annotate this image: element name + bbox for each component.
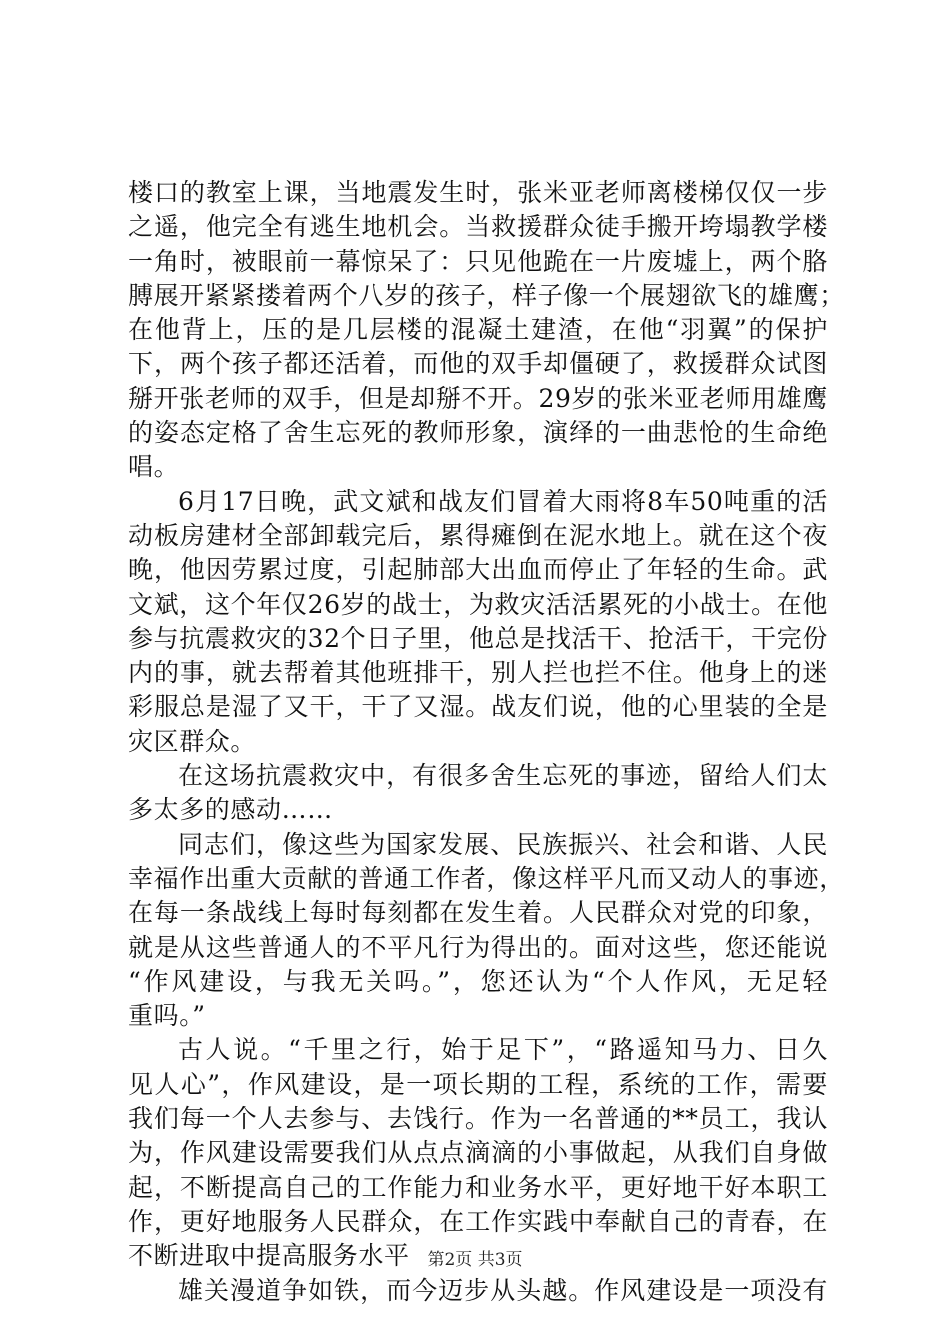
text-line: 一角时，被眼前一幕惊呆了：只见他跪在一片废墟上，两个胳 — [128, 246, 828, 276]
text-line: 多太多的感动…… — [128, 795, 333, 825]
body-text — [128, 176, 845, 1308]
paragraph-start-line: 在这场抗震救灾中，有很多舍生忘死的事迹，留给人们太 — [178, 761, 828, 791]
text-line: 在每一条战线上每时每刻都在发生着。人民群众对党的印象， — [128, 898, 828, 928]
text-line: 灾区群众。 — [128, 726, 257, 756]
text-line: 彩服总是湿了又干，干了又湿。战友们说，他的心里装的全是 — [128, 692, 828, 722]
text-line: 在他背上，压的是几层楼的混凝土建渣，在他“羽翼”的保护 — [128, 315, 828, 345]
text-line: “作风建设，与我无关吗。”，您还认为“个人作风，无足轻 — [128, 966, 828, 996]
text-line: 唱。 — [128, 452, 180, 482]
page-number-footer: 第2页 共3页 — [427, 1250, 523, 1270]
text-line: 内的事，就去帮着其他班排干，别人拦也拦不住。他身上的迷 — [128, 658, 828, 688]
text-line: 幸福作出重大贡献的普通工作者，像这样平凡而又动人的事迹， — [128, 863, 845, 893]
text-line: 楼口的教室上课，当地震发生时，张米亚老师离楼梯仅仅一步 — [128, 178, 828, 207]
text-line: 见人心”，作风建设，是一项长期的工程，系统的工作，需要 — [128, 1069, 828, 1099]
text-line: 起，不断提高自己的工作能力和业务水平，更好地干好本职工 — [128, 1172, 828, 1202]
text-line: 膊展开紧紧搂着两个八岁的孩子，样子像一个展翅欲飞的雄鹰； — [128, 280, 845, 310]
text-line: 掰开张老师的双手，但是却掰不开。29岁的张米亚老师用雄鹰 — [128, 383, 828, 413]
text-line: 动板房建材全部卸载完后，累得瘫倒在泥水地上。就在这个夜 — [128, 520, 828, 550]
text-line: 为，作风建设需要我们从点点滴滴的小事做起，从我们自身做 — [128, 1138, 828, 1168]
text-line: 下，两个孩子都还活着，而他的双手却僵硬了，救援群众试图 — [128, 349, 828, 379]
text-line: 就是从这些普通人的不平凡行为得出的。面对这些，您还能说 — [128, 932, 828, 962]
text-line: 作，更好地服务人民群众，在工作实践中奉献自己的青春，在 — [128, 1206, 828, 1236]
text-line: 不断进取中提高服务水平 — [128, 1241, 410, 1271]
paragraph-start-line: 雄关漫道争如铁，而今迈步从头越。作风建设是一项没有 — [178, 1275, 828, 1305]
text-line: 我们每一个人去参与、去饯行。作为一名普通的**员工，我认 — [128, 1104, 828, 1134]
text-line: 的姿态定格了舍生忘死的教师形象，演绎的一曲悲怆的生命绝 — [128, 418, 828, 448]
paragraph-start-line: 6月17日晚，武文斌和战友们冒着大雨将8车50吨重的活 — [178, 486, 828, 516]
text-line: 参与抗震救灾的32个日子里，他总是找活干、抢活干，干完份 — [128, 623, 828, 653]
text-line: 晚，他因劳累过度，引起肺部大出血而停止了年轻的生命。武 — [128, 555, 828, 585]
text-line: 重吗。” — [128, 1001, 206, 1031]
paragraph-start-line: 同志们，像这些为国家发展、民族振兴、社会和谐、人民 — [178, 829, 828, 859]
paragraph-start-line: 古人说。“千里之行，始于足下”，“路遥知马力、日久 — [178, 1035, 828, 1065]
text-line: 文斌，这个年仅26岁的战士，为救灾活活累死的小战士。在他 — [128, 589, 828, 619]
text-line: 之遥，他完全有逃生地机会。当救援群众徒手搬开垮塌教学楼 — [128, 212, 828, 242]
